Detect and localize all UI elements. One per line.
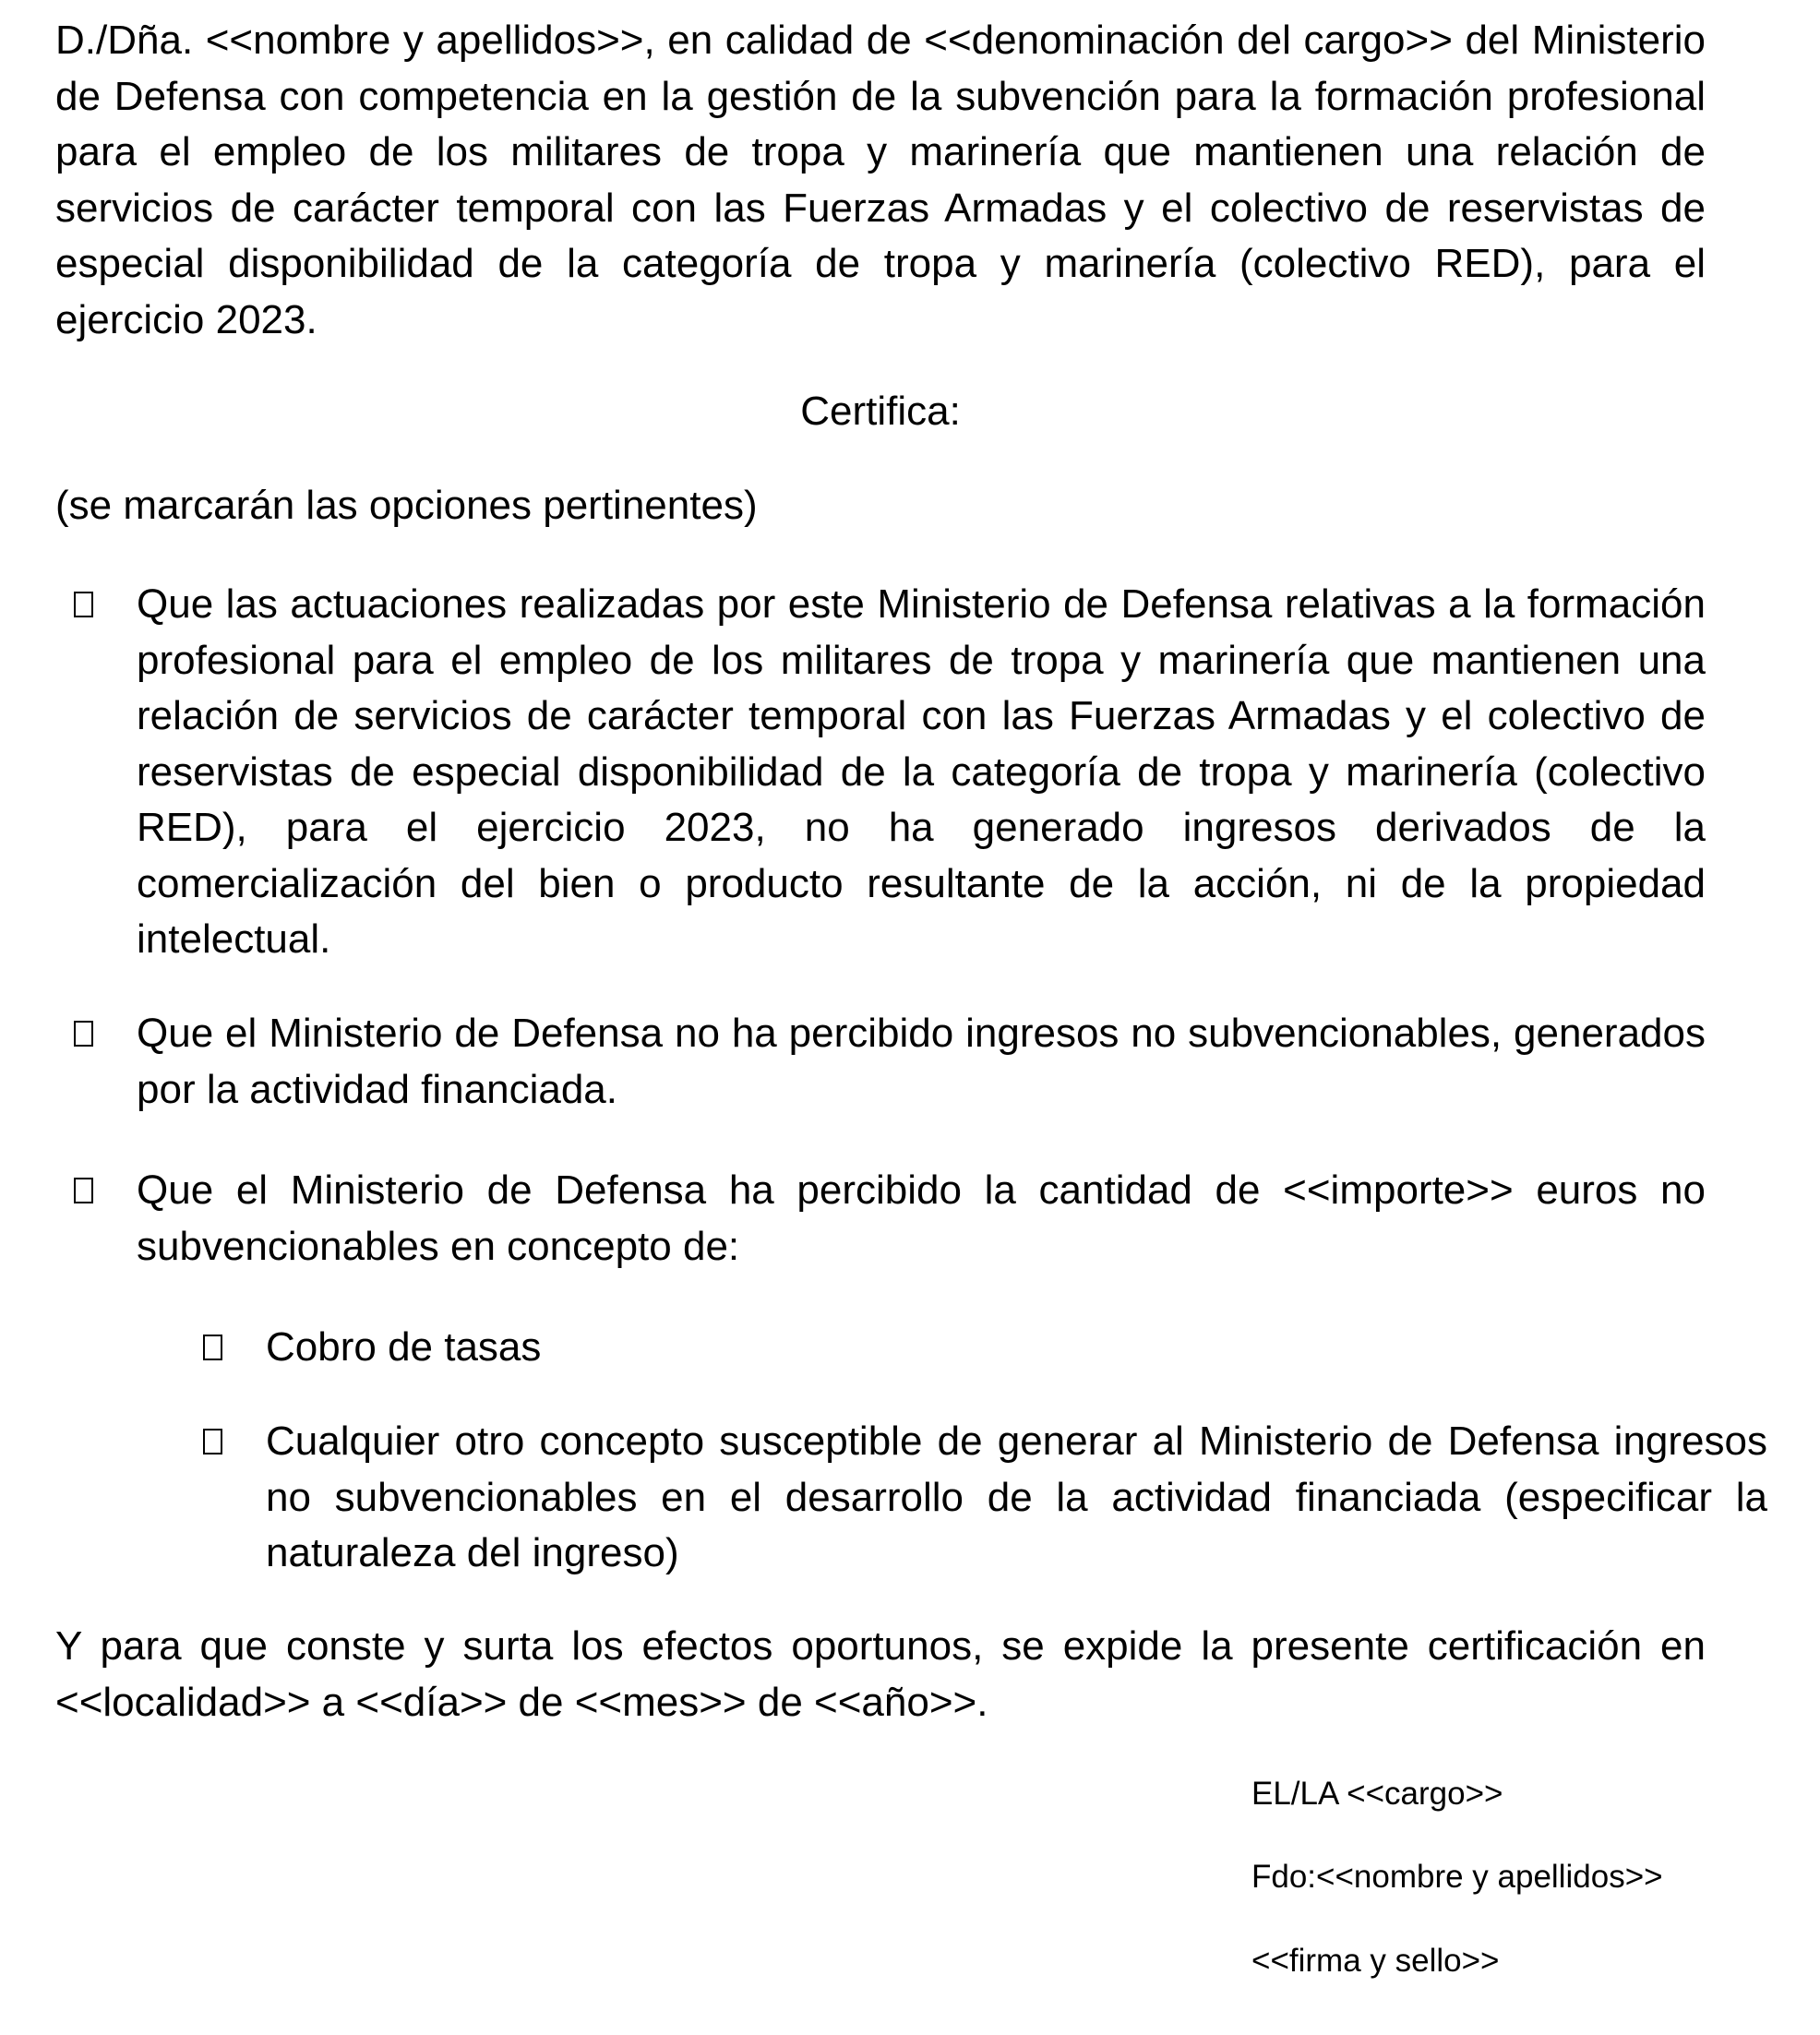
- option-checkbox[interactable]: [74, 1021, 93, 1047]
- signature-name: Fdo:<<nombre y apellidos>>: [1251, 1859, 1663, 1895]
- option-no-ingresos-no-subvencionables: [74, 1006, 1706, 1121]
- option-checkbox[interactable]: [74, 1178, 93, 1203]
- sub-option-text: Cualquier otro concepto susceptible de generar al Ministerio de Defensa ingresos no subvencionables en el desarrollo de la actividad financiada (especificar la naturaleza del ingreso): [266, 1419, 1767, 1575]
- option-text: Que el Ministerio de Defensa no ha percibido ingresos no subvencionables, generados por la actividad financiada.: [137, 1011, 1706, 1112]
- signature-cargo: EL/LA <<cargo>>: [1251, 1776, 1503, 1812]
- certifica-heading: Certifica:: [800, 389, 961, 434]
- closing-paragraph: Y para que conste y surta los efectos oportunos, se expide la presente certificación en <<localidad>> a <<día>> de <<mes>> de <<año>>.: [55, 1623, 1706, 1725]
- sub-option-cobro-tasas: [203, 1320, 1767, 1380]
- option-no-ingresos-comercializacion: [74, 577, 1706, 974]
- option-text: Que el Ministerio de Defensa ha percibido la cantidad de <<importe>> euros no subvencionables en concepto de:: [137, 1167, 1706, 1269]
- sub-option-checkbox[interactable]: [203, 1429, 222, 1454]
- instruction-note: (se marcarán las opciones pertinentes): [55, 483, 758, 528]
- option-ingresos-percibidos: [74, 1163, 1706, 1278]
- signature-seal: <<firma y sello>>: [1251, 1943, 1500, 1979]
- sub-option-otro-concepto: [203, 1414, 1767, 1585]
- sub-option-text: Cobro de tasas: [266, 1324, 542, 1370]
- intro-paragraph: D./Dña. <<nombre y apellidos>>, en calidad de <<denominación del cargo>> del Ministerio de Defensa con competencia en la gestión de la subvención para la formación profesional para el empleo de los militares de tropa y marinería que mantienen una relación de servicios de carácter temporal con las Fuerzas Armadas y el colectivo de reservistas de especial disponibilidad de la categoría de tropa y marinería (colectivo RED), para el ejercicio 2023.: [55, 18, 1706, 342]
- option-text: Que las actuaciones realizadas por este Ministerio de Defensa relativas a la formación profesional para el empleo de los militares de tropa y marinería que mantienen una relación de servicios de carácter temporal con las Fuerzas Armadas y el colectivo de reservistas de especial disponibilidad de la categoría de tropa y marinería (colectivo RED), para el ejercicio 2023, no ha generado ingresos derivados de la comercialización del bien o producto resultante de la acción, ni de la propiedad intelectual.: [137, 581, 1706, 962]
- sub-option-checkbox[interactable]: [203, 1335, 222, 1360]
- option-checkbox[interactable]: [74, 592, 93, 617]
